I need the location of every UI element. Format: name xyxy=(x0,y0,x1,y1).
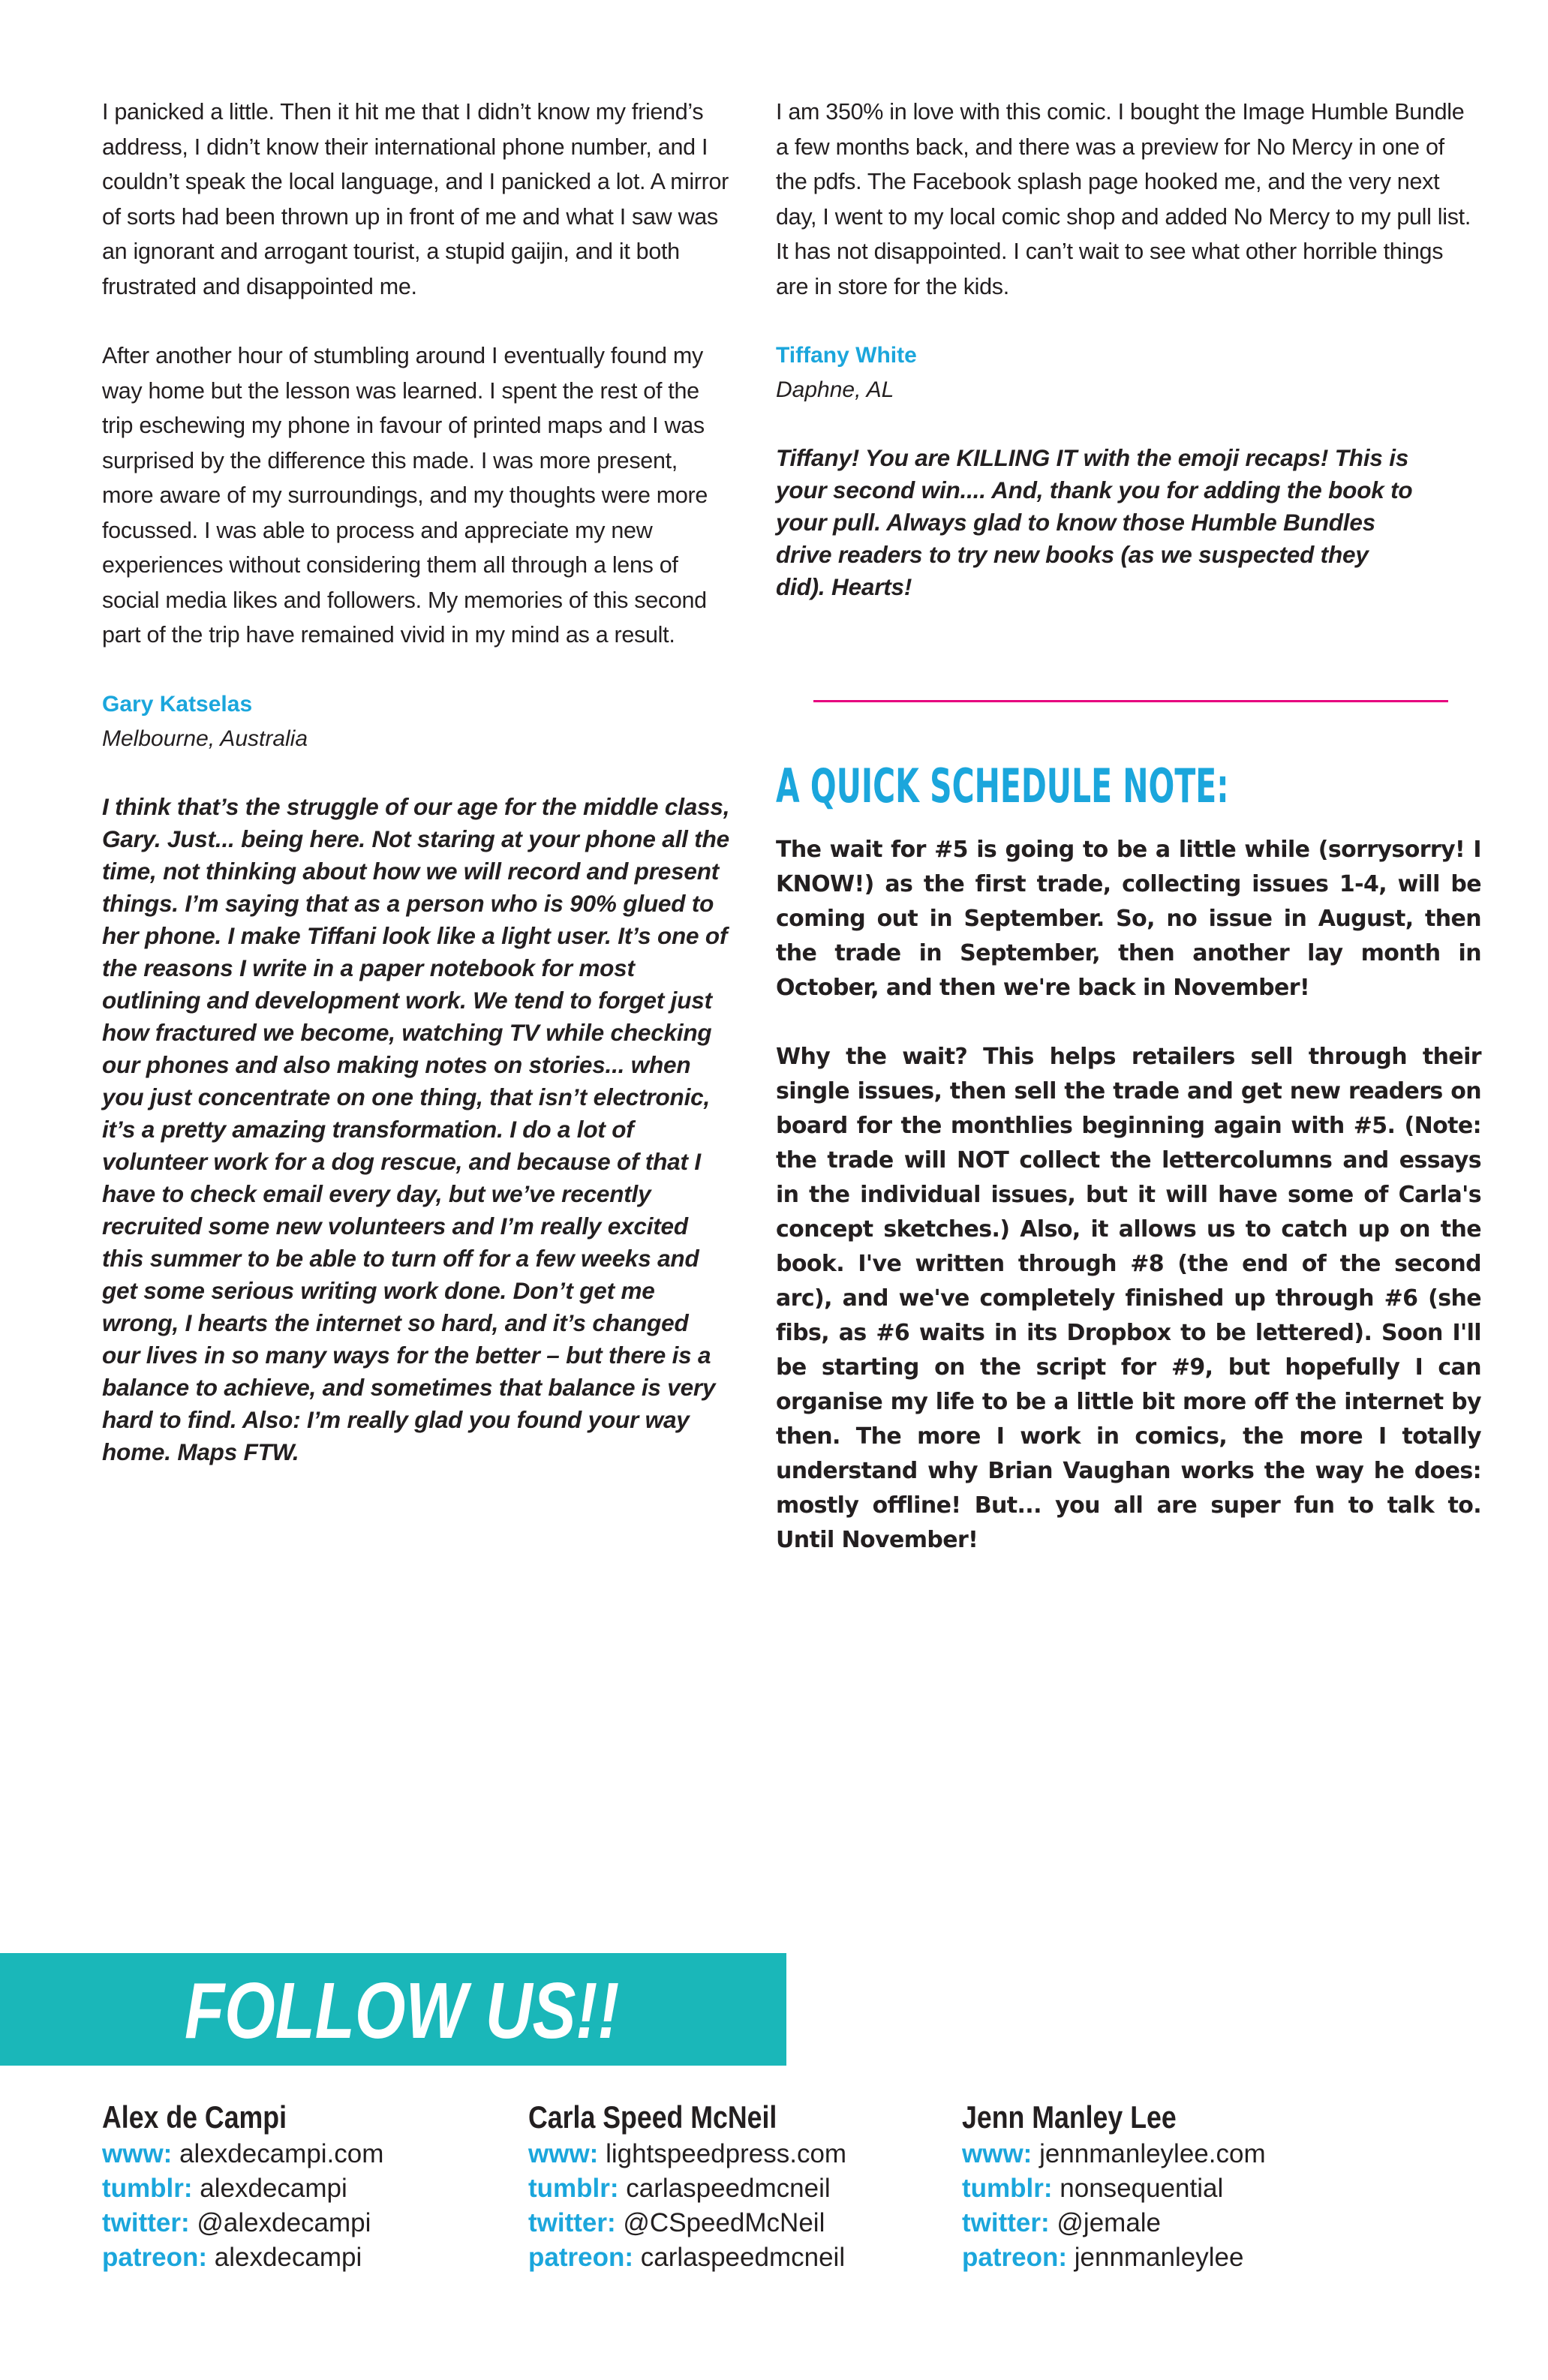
twitter-link[interactable]: twitter: @jemale xyxy=(962,2208,1162,2237)
tumblr-link[interactable]: tumblr: carlaspeedmcneil xyxy=(528,2174,831,2203)
schedule-paragraph: The wait for #5 is going to be a little while (sorrysorry! I KNOW!) as the first trade, collecting issues 1-4, will be coming out in September. So, no issue in August, then the trade in September, then another lay month in October, and then we're back in November! xyxy=(776,837,1481,1001)
follow-us-banner xyxy=(0,1953,786,2066)
patreon-link[interactable]: patreon: jennmanleylee xyxy=(962,2243,1244,2272)
letter-author-name: Gary Katselas xyxy=(102,691,253,717)
creator-name: Carla Speed McNeil xyxy=(528,2099,777,2135)
section-divider xyxy=(813,700,1448,702)
follow-us-title: FOLLOW US!! xyxy=(185,1967,620,2055)
letter-paragraph: I panicked a little. Then it hit me that I didn’t know my friend’s address, I didn’t know their international phone number, and I couldn’t speak the local language, and I panicked a lot. A mirror of sorts had been thrown up in front of me and what I saw was an ignorant and arrogant tourist, a stupid gaijin, and it both frustrated and disappointed me. xyxy=(102,99,729,299)
tumblr-link[interactable]: tumblr: alexdecampi xyxy=(102,2174,347,2203)
letter-author-location: Melbourne, Australia xyxy=(102,726,308,751)
creator-name: Alex de Campi xyxy=(102,2099,287,2135)
patreon-link[interactable]: patreon: carlaspeedmcneil xyxy=(528,2243,846,2272)
creator-carla-speed-mcneil xyxy=(528,2098,846,2275)
creator-jenn-manley-lee xyxy=(962,2098,1266,2275)
letter-author-location: Daphne, AL xyxy=(776,377,894,402)
editor-reply: Tiffany! You are KILLING IT with the emoji recaps! This is your second win.... And, thank you for adding the book to your pull. Always glad to know those Humble Bundles drive readers to try new books (as we suspected they did). Hearts! xyxy=(776,444,1413,600)
schedule-paragraph: Why the wait? This helps retailers sell through their single issues, then sell the trade and get new readers on board for the monthlies beginning again with #5. (Note: the trade will NOT collect the lettercolumns and essays in the individual issues, but it will have some of Carla's concept sketches.) Also, it allows us to catch up on the book. I've written through #8 (the end of the second arc), and we've completely finished up through #6 (she fibs, as #6 waits in its Dropbox to be lettered). Soon I'll be starting on the script for #9, but hopefully I can organise my life to be a little bit more off the internet by then. The more I work in comics, the more I totally understand why Brian Vaughan works the way he does: mostly offline! But... you all are super fun to talk to. Until November! xyxy=(776,1044,1481,1553)
twitter-link[interactable]: twitter: @alexdecampi xyxy=(102,2208,371,2237)
creator-name: Jenn Manley Lee xyxy=(962,2099,1177,2135)
letter-paragraph: I am 350% in love with this comic. I bought the Image Humble Bundle a few months back, and there was a preview for No Mercy in one of the pdfs. The Facebook splash page hooked me, and the very next day, I went to my local comic shop and added No Mercy to my pull list. It has not disappointed. I can’t wait to see what other horrible things are in store for the kids. xyxy=(776,99,1471,299)
letter-author-name: Tiffany White xyxy=(776,343,917,368)
tumblr-link[interactable]: tumblr: nonsequential xyxy=(962,2174,1224,2203)
letter-column-left xyxy=(102,95,732,1492)
patreon-link[interactable]: patreon: alexdecampi xyxy=(102,2243,362,2272)
twitter-link[interactable]: twitter: @CSpeedMcNeil xyxy=(528,2208,825,2237)
schedule-note xyxy=(776,833,1481,1558)
www-link[interactable]: www: jennmanleylee.com xyxy=(962,2139,1266,2168)
www-link[interactable]: www: alexdecampi.com xyxy=(102,2139,384,2168)
www-link[interactable]: www: lightspeedpress.com xyxy=(528,2139,847,2168)
creator-alex-de-campi xyxy=(102,2098,383,2275)
letter-paragraph: After another hour of stumbling around I eventually found my way home but the lesson was learned. I spent the rest of the trip eschewing my phone in favour of printed maps and I was surprised by the difference this made. I was more present, more aware of my surroundings, and my thoughts were more focussed. I was able to process and appreciate my new experiences without considering them all through a lens of social media likes and followers. My memories of this second part of the trip have remained vivid in my mind as a result. xyxy=(102,343,708,648)
letter-column-right xyxy=(776,95,1481,627)
editor-reply: I think that’s the struggle of our age for the middle class, Gary. Just... being here. Not staring at your phone all the time, not thinking about how we will record and present things. I’m saying that as a person who is 90% glued to her phone. I make Tiffani look like a light user. It’s one of the reasons I write in a paper notebook for most outlining and development work. We tend to forget just how fractured we become, watching TV while checking our phones and also making notes on stories... when you just concentrate on one thing, that isn’t electronic, it’s a pretty amazing transformation. I do a lot of volunteer work for a dog rescue, and because of that I have to check email every day, but we’ve recently recruited some new volunteers and I’m really excited this summer to be able to turn off for a few weeks and get some serious writing work done. Don’t get me wrong, I hearts the internet so hard, and it’s changed our lives in so many ways for the better – but there is a balance to achieve, and sometimes that balance is very hard to find. Also: I’m really glad you found your way home. Maps FTW. xyxy=(102,792,730,1465)
schedule-heading: A QUICK SCHEDULE NOTE: xyxy=(776,759,1229,813)
